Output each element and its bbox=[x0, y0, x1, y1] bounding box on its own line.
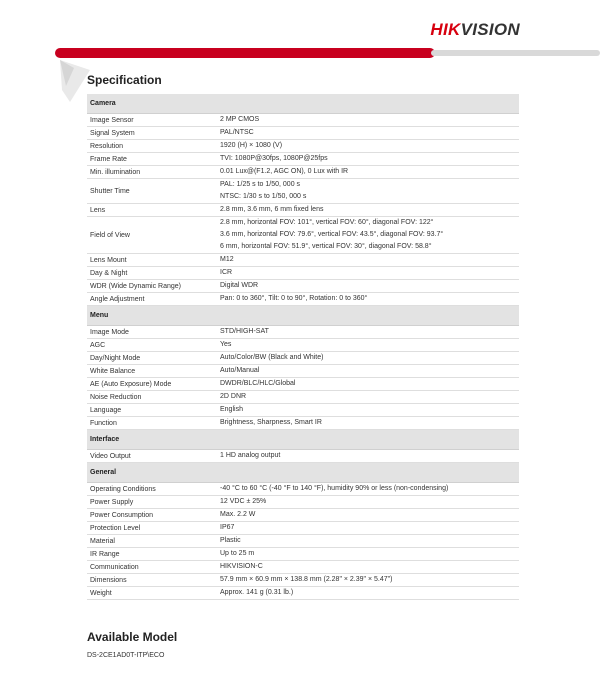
section-title: Menu bbox=[87, 306, 519, 326]
spec-value-line: Yes bbox=[220, 341, 232, 348]
section-header bbox=[87, 463, 519, 483]
spec-row bbox=[87, 140, 519, 153]
spec-row bbox=[87, 127, 519, 140]
spec-value bbox=[217, 365, 519, 378]
spec-row bbox=[87, 166, 519, 179]
spec-row bbox=[87, 509, 519, 522]
section-title: General bbox=[87, 463, 519, 483]
spec-key: Lens Mount bbox=[87, 254, 217, 267]
spec-value-line: 0.01 Lux@(F1.2, AGC ON), 0 Lux with IR bbox=[220, 168, 349, 175]
spec-value-line: Pan: 0 to 360°, Tilt: 0 to 90°, Rotation: 0 to 360° bbox=[220, 295, 368, 302]
spec-value bbox=[217, 166, 519, 179]
spec-row bbox=[87, 326, 519, 339]
header-bar bbox=[55, 48, 600, 60]
spec-row bbox=[87, 548, 519, 561]
spec-value-line: 2D DNR bbox=[220, 393, 247, 400]
model-number: DS-2CE1AD0T-ITP\ECO bbox=[87, 652, 165, 659]
spec-key: Language bbox=[87, 404, 217, 417]
spec-row bbox=[87, 417, 519, 430]
spec-value-line: M12 bbox=[220, 256, 234, 263]
spec-key: Communication bbox=[87, 561, 217, 574]
spec-row bbox=[87, 204, 519, 217]
spec-value-line: PAL/NTSC bbox=[220, 129, 254, 136]
spec-value bbox=[217, 587, 519, 600]
spec-value-line: Digital WDR bbox=[220, 282, 259, 289]
spec-key: Field of View bbox=[87, 217, 217, 254]
spec-key: Shutter Time bbox=[87, 179, 217, 204]
spec-value-line: TVI: 1080P@30fps, 1080P@25fps bbox=[220, 155, 328, 162]
spec-key: AE (Auto Exposure) Mode bbox=[87, 378, 217, 391]
hikvision-logo: HIKVISION bbox=[430, 20, 520, 39]
spec-key: Video Output bbox=[87, 450, 217, 463]
spec-value bbox=[217, 140, 519, 153]
spec-value bbox=[217, 483, 519, 496]
spec-key: Material bbox=[87, 535, 217, 548]
spec-row bbox=[87, 267, 519, 280]
spec-value bbox=[217, 561, 519, 574]
spec-value-line: Approx. 141 g (0.31 lb.) bbox=[220, 589, 294, 596]
spec-key: AGC bbox=[87, 339, 217, 352]
spec-key: Dimensions bbox=[87, 574, 217, 587]
spec-row bbox=[87, 561, 519, 574]
spec-row bbox=[87, 365, 519, 378]
available-model-heading: Available Model bbox=[87, 630, 178, 644]
spec-value bbox=[217, 153, 519, 166]
section-header bbox=[87, 94, 519, 114]
spec-key: IR Range bbox=[87, 548, 217, 561]
spec-key: Lens bbox=[87, 204, 217, 217]
spec-row bbox=[87, 391, 519, 404]
spec-value bbox=[217, 280, 519, 293]
spec-value-line: PAL: 1/25 s to 1/50, 000 s bbox=[220, 181, 301, 188]
spec-value bbox=[217, 391, 519, 404]
spec-value-line: English bbox=[220, 406, 243, 413]
spec-row bbox=[87, 483, 519, 496]
spec-row bbox=[87, 153, 519, 166]
spec-value bbox=[217, 522, 519, 535]
spec-value-line: ICR bbox=[220, 269, 233, 276]
section-header bbox=[87, 430, 519, 450]
spec-value-line: 2.8 mm, horizontal FOV: 101°, vertical FOV: 60°, diagonal FOV: 122° bbox=[220, 219, 434, 226]
spec-row bbox=[87, 450, 519, 463]
spec-key: Day & Night bbox=[87, 267, 217, 280]
spec-value-line: STD/HIGH-SAT bbox=[220, 328, 269, 335]
spec-value-line: Up to 25 m bbox=[220, 550, 255, 557]
spec-row bbox=[87, 378, 519, 391]
spec-key: Frame Rate bbox=[87, 153, 217, 166]
spec-row bbox=[87, 535, 519, 548]
section-title: Interface bbox=[87, 430, 519, 450]
spec-value bbox=[217, 293, 519, 306]
spec-row bbox=[87, 339, 519, 352]
spec-value bbox=[217, 339, 519, 352]
spec-value-line: 12 VDC ± 25% bbox=[220, 498, 267, 505]
spec-value bbox=[217, 267, 519, 280]
spec-value-line: Plastic bbox=[220, 537, 241, 544]
spec-key: Image Sensor bbox=[87, 114, 217, 127]
spec-value-line: 1920 (H) × 1080 (V) bbox=[220, 142, 283, 149]
specification-table bbox=[87, 94, 519, 600]
spec-value bbox=[217, 404, 519, 417]
spec-key: Image Mode bbox=[87, 326, 217, 339]
spec-value bbox=[217, 509, 519, 522]
spec-key: Protection Level bbox=[87, 522, 217, 535]
spec-value-line: HIKVISION-C bbox=[220, 563, 263, 570]
spec-key: Day/Night Mode bbox=[87, 352, 217, 365]
spec-row bbox=[87, 179, 519, 204]
spec-key: Min. illumination bbox=[87, 166, 217, 179]
spec-value bbox=[217, 179, 519, 204]
spec-key: Angle Adjustment bbox=[87, 293, 217, 306]
spec-row bbox=[87, 404, 519, 417]
spec-value-line: 6 mm, horizontal FOV: 51.9°, vertical FOV: 30°, diagonal FOV: 58.8° bbox=[220, 243, 432, 250]
spec-row bbox=[87, 574, 519, 587]
spec-value-line: -40 °C to 60 °C (-40 °F to 140 °F), humidity 90% or less (non-condensing) bbox=[220, 485, 449, 492]
spec-row bbox=[87, 114, 519, 127]
spec-value bbox=[217, 204, 519, 217]
spec-value bbox=[217, 535, 519, 548]
section-title: Camera bbox=[87, 94, 519, 114]
header-bar-grey bbox=[431, 50, 600, 56]
spec-key: WDR (Wide Dynamic Range) bbox=[87, 280, 217, 293]
header-bar-red bbox=[55, 48, 435, 58]
spec-row bbox=[87, 293, 519, 306]
spec-value bbox=[217, 574, 519, 587]
spec-value bbox=[217, 127, 519, 140]
spec-key: Function bbox=[87, 417, 217, 430]
spec-row bbox=[87, 352, 519, 365]
spec-value bbox=[217, 496, 519, 509]
spec-key: Signal System bbox=[87, 127, 217, 140]
corner-decoration bbox=[60, 60, 90, 102]
spec-key: Weight bbox=[87, 587, 217, 600]
spec-value-line: Brightness, Sharpness, Smart IR bbox=[220, 419, 322, 426]
spec-value-line: NTSC: 1/30 s to 1/50, 000 s bbox=[220, 193, 307, 200]
spec-value bbox=[217, 450, 519, 463]
spec-value-line: Auto/Manual bbox=[220, 367, 260, 374]
spec-value bbox=[217, 326, 519, 339]
specification-heading: Specification bbox=[87, 73, 162, 87]
spec-key: Resolution bbox=[87, 140, 217, 153]
spec-value-line: IP67 bbox=[220, 524, 235, 531]
spec-key: Power Consumption bbox=[87, 509, 217, 522]
spec-key: Operating Conditions bbox=[87, 483, 217, 496]
spec-value bbox=[217, 417, 519, 430]
spec-row bbox=[87, 496, 519, 509]
spec-key: Noise Reduction bbox=[87, 391, 217, 404]
spec-value-line: 3.6 mm, horizontal FOV: 79.6°, vertical FOV: 43.5°, diagonal FOV: 93.7° bbox=[220, 231, 444, 238]
spec-value bbox=[217, 254, 519, 267]
spec-value bbox=[217, 352, 519, 365]
spec-row bbox=[87, 280, 519, 293]
spec-key: White Balance bbox=[87, 365, 217, 378]
spec-value bbox=[217, 378, 519, 391]
spec-value bbox=[217, 548, 519, 561]
spec-value-line: 1 HD analog output bbox=[220, 452, 281, 459]
spec-row bbox=[87, 254, 519, 267]
spec-value-line: DWDR/BLC/HLC/Global bbox=[220, 380, 296, 387]
spec-value-line: 57.9 mm × 60.9 mm × 138.8 mm (2.28" × 2.39" × 5.47") bbox=[220, 576, 393, 583]
spec-value-line: Max. 2.2 W bbox=[220, 511, 256, 518]
spec-value-line: 2 MP CMOS bbox=[220, 116, 260, 123]
spec-value-line: 2.8 mm, 3.6 mm, 6 mm fixed lens bbox=[220, 206, 324, 213]
spec-value bbox=[217, 217, 519, 254]
section-header bbox=[87, 306, 519, 326]
spec-value-line: Auto/Color/BW (Black and White) bbox=[220, 354, 324, 361]
spec-key: Power Supply bbox=[87, 496, 217, 509]
spec-row bbox=[87, 217, 519, 254]
spec-value bbox=[217, 114, 519, 127]
spec-row bbox=[87, 522, 519, 535]
spec-row bbox=[87, 587, 519, 600]
